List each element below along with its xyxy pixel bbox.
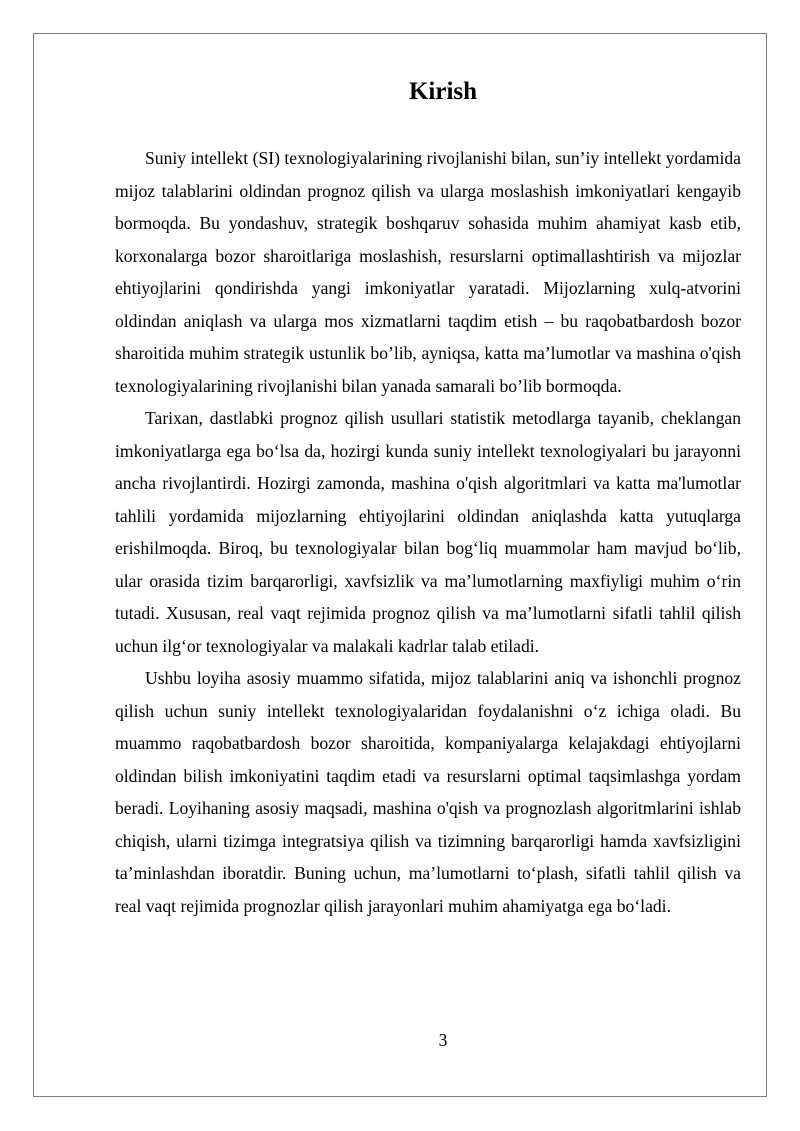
page-title: Kirish [408, 78, 478, 105]
paragraph: Ushbu loyiha asosiy muammo sifatida, mijoz talablarini aniq va ishonchli prognoz qilish uchun suniy intellekt texnologiyalaridan foydalanishni o‘z ichiga oladi. Bu muammo raqobatbardosh bozor sharoitida, kompaniyalarga kelajakdagi ehtiyojlarni oldindan bilish imkoniyatini taqdim etadi va resurslarni optimal taqsimlashga yordam beradi. Loyihaning asosiy maqsadi, mashina o'qish va prognozlash algoritmlarini ishlab chiqish, ularni tizimga integratsiya qilish va tizimning barqarorligi hamda xavfsizligini ta’minlashdan iboratdir. Buning uchun, ma’lumotlarni to‘plash, sifatli tahlil qilish va real vaqt rejimida prognozlar qilish jarayonlari muhim ahamiyatga ega bo‘ladi. [115, 668, 741, 916]
page-number: 3 [438, 1030, 448, 1050]
paragraph: Tarixan, dastlabki prognoz qilish usullari statistik metodlarga tayanib, cheklangan imkoniyatlarga ega bo‘lsa da, hozirgi kunda suniy intellekt texnologiyalari bu jarayonni ancha rivojlantirdi. Hozirgi zamonda, mashina o'qish algoritmlari va katta ma'lumotlar tahlili yordamida mijozlarning ehtiyojlarini oldindan aniqlashda katta yutuqlarga erishilmoqda. Biroq, bu texnologiyalar bilan bog‘liq muammolar ham mavjud bo‘lib, ular orasida tizim barqarorligi, xavfsizlik va ma’lumotlarning maxfiyligi muhim o‘rin tutadi. Xususan, real vaqt rejimida prognoz qilish va ma’lumotlarni sifatli tahlil qilish uchun ilg‘or texnologiyalar va malakali kadrlar talab etiladi. [115, 408, 741, 656]
paragraph: Suniy intellekt (SI) texnologiyalarining rivojlanishi bilan, sun’iy intellekt yordamida mijoz talablarini oldindan prognoz qilish va ularga moslashish imkoniyatlari kengayib bormoqda. Bu yondashuv, strategik boshqaruv sohasida muhim ahamiyat kasb etib, korxonalarga bozor sharoitlariga moslashish, resurslarni optimallashtirish va mijozlar ehtiyojlarini qondirishda yangi imkoniyatlar yaratadi. Mijozlarning xulq-atvorini oldindan aniqlash va ularga mos xizmatlarni taqdim etish – bu raqobatbardosh bozor sharoitida muhim strategik ustunlik bo’lib, ayniqsa, katta ma’lumotlar va mashina o'qish texnologiyalarining rivojlanishi bilan yanada samarali bo’lib bormoqda. [115, 148, 741, 396]
body-text [115, 142, 741, 922]
